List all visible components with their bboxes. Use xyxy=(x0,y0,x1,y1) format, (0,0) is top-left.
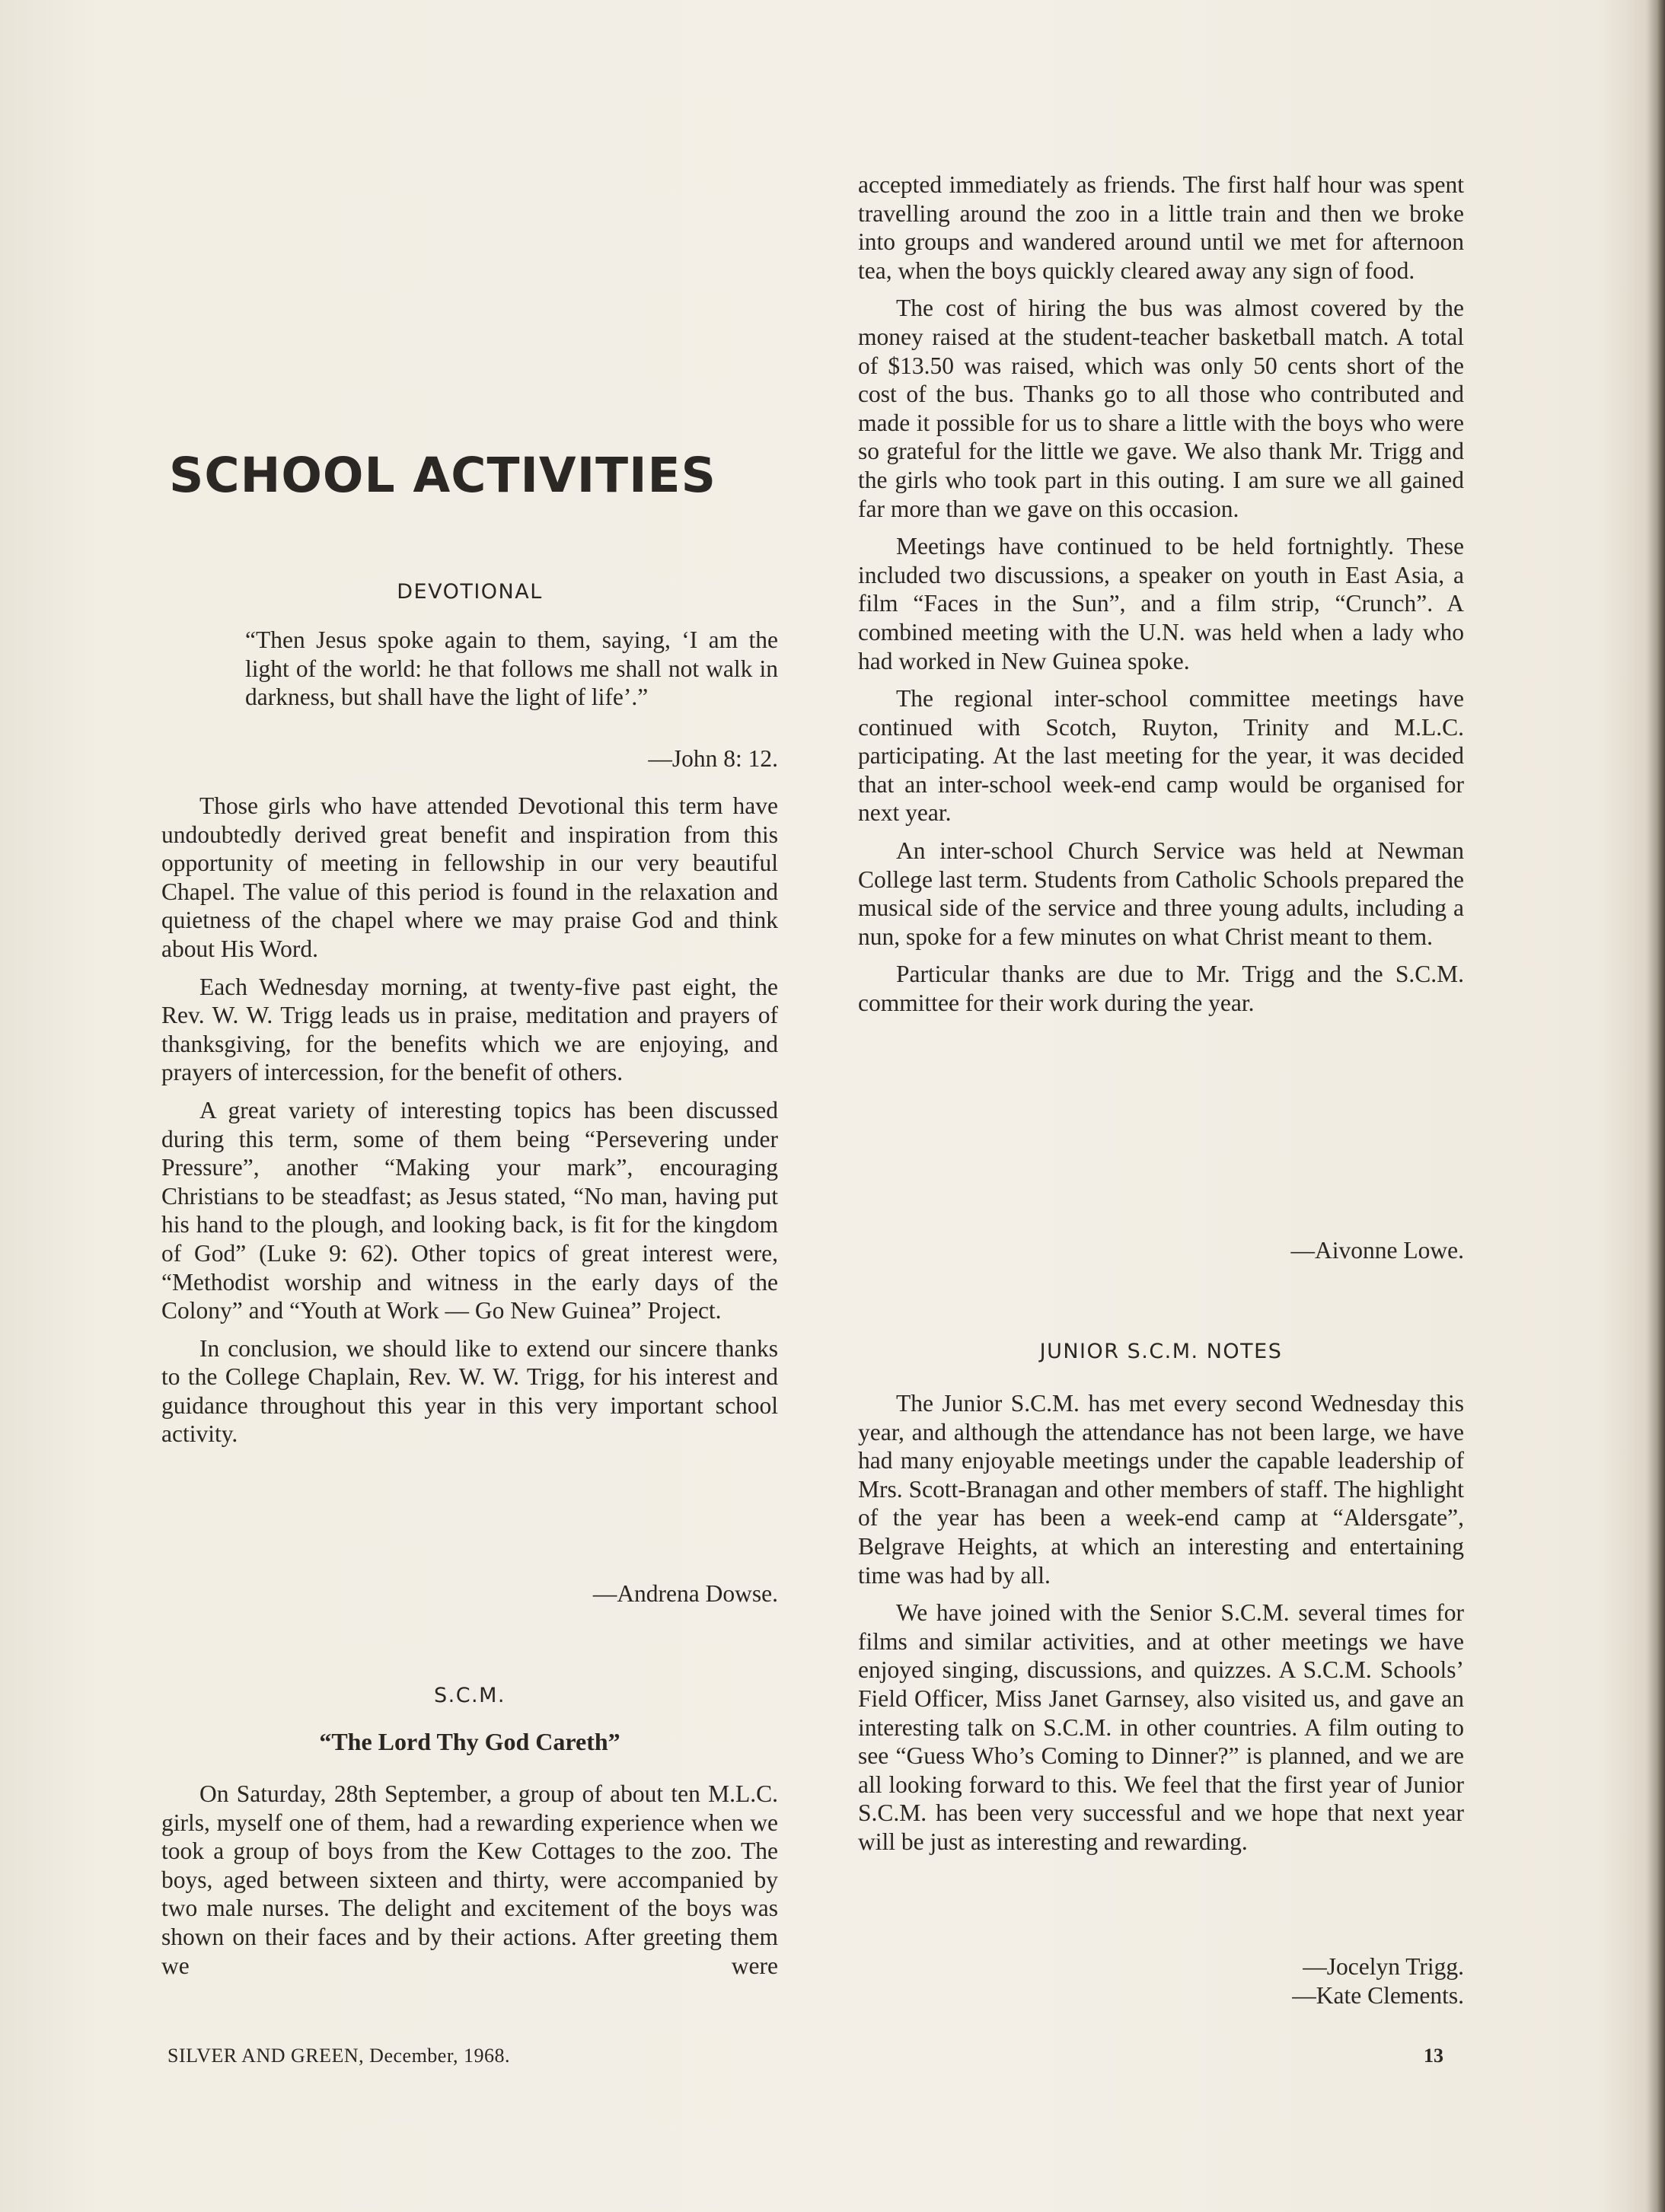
junior-scm-heading: JUNIOR S.C.M. NOTES xyxy=(1039,1340,1283,1363)
scm-paragraph: On Saturday, 28th September, a group of about ten M.L.C. girls, myself one of them, had a rewarding experience when we took a group of boys from the Kew Cottages to the zoo. The boys, aged between sixteen and thirty, were accompanied by two male nurses. The delight and excitement of the boys was shown on their faces and by their actions. After greeting them we were xyxy=(161,1780,778,1979)
scm-paragraph: The cost of hiring the bus was almost covered by the money raised at the student-teacher basketball match. A total of $13.50 was raised, which was only 50 cents short of the cost of the bus. Thanks go to all those who contributed and made it possible for us to share a little with the boys who were so grateful for the little we gave. We also thank Mr. Trigg and the girls who took part in this outing. I am sure we all gained far more than we gave on this occasion. xyxy=(858,295,1464,522)
scm-paragraph: An inter-school Church Service was held at Newman College last term. Students from Catholic Schools prepared the musical side of the service and three young adults, including a nun, spoke for a few minutes on what Christ meant to them. xyxy=(858,837,1464,950)
devotional-paragraph: A great variety of interesting topics has been discussed during this term, some of them being “Persevering under Pressure”, another “Making your mark”, encouraging Christians to be steadfast; as Jesus stated, “No man, having put his hand to the plough, and looking back, is fit for the kingdom of God” (Luke 9: 62). Other topics of great interest were, “Methodist worship and witness in the early days of the Colony” and “Youth at Work — Go New Guinea” Project. xyxy=(161,1096,778,1324)
scm-paragraph: Particular thanks are due to Mr. Trigg and the S.C.M. committee for their work during the year. xyxy=(858,961,1464,1017)
page-title: SCHOOL ACTIVITIES xyxy=(169,448,716,503)
scm-paragraph: Meetings have continued to be held fortnightly. These included two discussions, a speaker on youth in East Asia, a film “Faces in the Sun”, and a film strip, “Crunch”. A combined meeting with the U.N. was held when a lady who had worked in New Guinea spoke. xyxy=(858,533,1464,674)
devotional-scripture-reference: —John 8: 12. xyxy=(648,745,778,772)
junior-scm-paragraph: The Junior S.C.M. has met every second Wednesday this year, and although the attendance has not been large, we have had many enjoyable meetings under the capable leadership of Mrs. Scott-Branagan and other members of staff. The highlight of the year has been a week-end camp at “Aldersgate”, Belgrave Heights, at which an interesting and entertaining time was had by all. xyxy=(858,1390,1464,1589)
devotional-paragraph: In conclusion, we should like to extend our sincere thanks to the College Chaplain, Rev. W. W. Trigg, for his interest and guidance throughout this year in this very important school activity. xyxy=(161,1334,778,1448)
scm-continued-paragraph: accepted immediately as friends. The first half hour was spent travelling around the zoo in a little train and then we broke into groups and wandered around until we met for afternoon tea, when the boys quickly cleared away any sign of food. xyxy=(858,171,1464,284)
scm-body-right xyxy=(858,171,1464,1027)
devotional-scripture-quote: “Then Jesus spoke again to them, saying, ‘I am the light of the world: he that follows me shall not walk in darkness, but shall have the light of life’.” xyxy=(245,626,778,711)
scm-subheading: “The Lord Thy God Careth” xyxy=(319,1728,620,1755)
devotional-paragraph: Those girls who have attended Devotional this term have undoubtedly derived great benefit and inspiration from this opportunity of meeting in fellowship in our very beautiful Chapel. The value of this period is found in the relaxation and quietness of the chapel where we may praise God and think about His Word. xyxy=(161,792,778,962)
page-number: 13 xyxy=(1424,2045,1443,2067)
junior-scm-body xyxy=(858,1389,1464,1866)
scm-author: —Aivonne Lowe. xyxy=(1290,1237,1464,1264)
devotional-author: —Andrena Dowse. xyxy=(592,1580,778,1607)
devotional-body xyxy=(161,792,778,1458)
scm-body-left xyxy=(161,1780,778,1989)
devotional-heading: DEVOTIONAL xyxy=(397,580,543,604)
publication-footer: SILVER AND GREEN, December, 1968. xyxy=(167,2045,510,2067)
scm-paragraph: The regional inter-school committee meetings have continued with Scotch, Ruyton, Trinity and M.L.C. participating. At the last meeting for the year, it was decided that an inter-school week-end camp would be organised for next year. xyxy=(858,685,1464,827)
devotional-paragraph: Each Wednesday morning, at twenty-five past eight, the Rev. W. W. Trigg leads us in praise, meditation and prayers of thanksgiving, for the benefits which we are enjoying, and prayers of intercession, for the benefit of others. xyxy=(161,973,778,1086)
page-spine-shadow xyxy=(1645,0,1665,2212)
junior-scm-paragraph: We have joined with the Senior S.C.M. several times for films and similar activities, and at other meetings we have enjoyed singing, discussions, and quizzes. A S.C.M. Schools’ Field Officer, Miss Janet Garnsey, also visited us, and gave an interesting talk on S.C.M. in other countries. A film outing to see “Guess Who’s Coming to Dinner?” is planned, and we are all looking forward to this. We feel that the first year of Junior S.C.M. has been very successful and we hope that next year will be just as interesting and rewarding. xyxy=(858,1599,1464,1855)
scm-heading: S.C.M. xyxy=(433,1684,506,1707)
junior-scm-author: —Jocelyn Trigg. xyxy=(1303,1953,1464,1980)
junior-scm-author: —Kate Clements. xyxy=(1292,1982,1464,2009)
